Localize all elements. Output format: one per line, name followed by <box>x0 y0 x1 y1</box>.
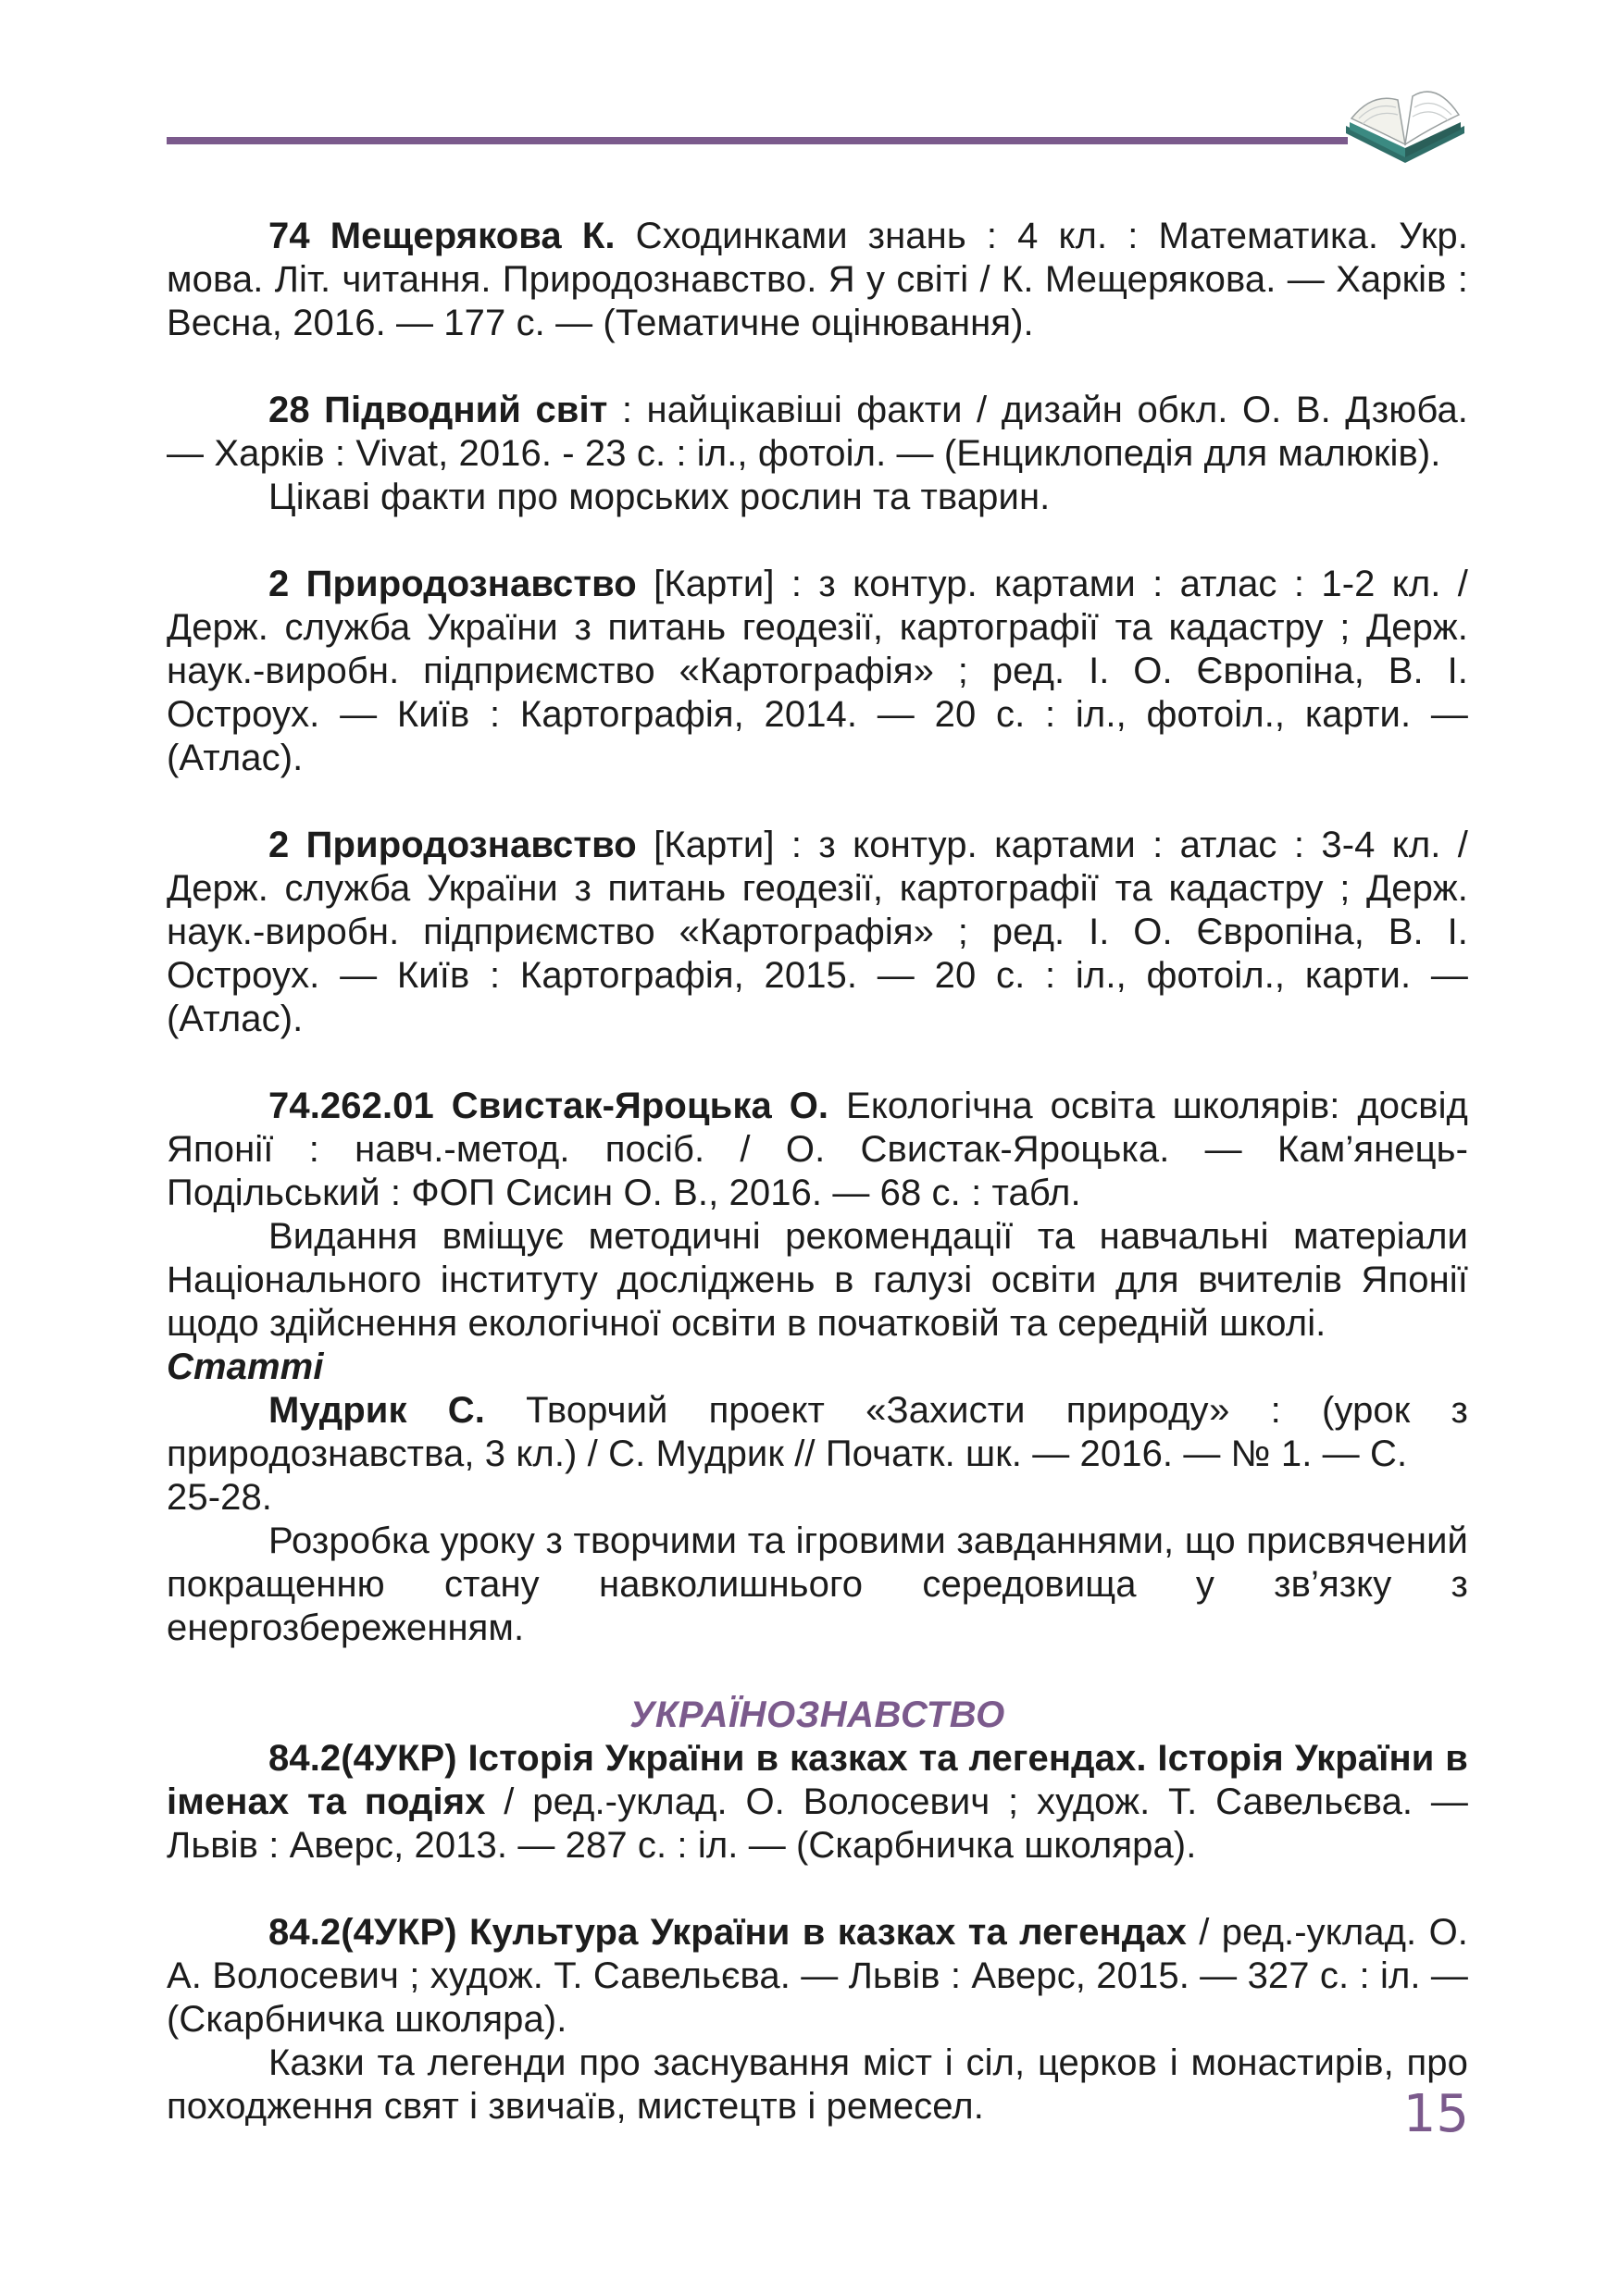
entry-annotation: Цікаві факти про морських рослин та тварин. <box>268 477 1051 517</box>
entry-heading: Мудрик С. <box>268 1390 485 1431</box>
page-content <box>167 215 1468 2172</box>
entry-text: [Карти] : з контур. картами : атлас : 1-2 кл. / Держ. служба України з питань геодезії, картографії та кадастру ; Держ. наук.-виробн. підприємство «Картографія» ; ред. І. О. Європіна, В. І. Остроух. — Київ : Картографія, 2014. — 20 с. : іл., фотоіл., карти. — (Атлас). <box>167 564 1468 778</box>
bibliography-entry <box>167 1737 1468 1868</box>
bibliography-entry <box>167 824 1468 1041</box>
entry-text: / ред.-уклад. О. Волосевич ; худож. Т. Савельєва. — Львів : Аверс, 2013. — 287 с. : іл. — (Скарбничка школяра). <box>167 1781 1468 1866</box>
entry-text: : найцікавіші факти / дизайн обкл. О. В. Дзюба. — Харків : Vivat, 2016. - 23 с. : іл., фотоіл. — (Енциклопедія для малюків). <box>167 390 1469 474</box>
entry-heading: 74 Мещерякова К. <box>268 216 616 256</box>
bibliography-entry <box>167 1085 1468 1346</box>
entry-heading: 84.2(4УКР) Історія України в казках та легендах. Історія України в іменах та подіях <box>167 1738 1468 1822</box>
entry-text: Екологічна освіта школярів: досвід Японії : навч.-метод. посіб. / О. Свистак-Яроцька. — Кам’янець-Подільський : ФОП Сисин О. В., 2016. — 68 с. : табл. <box>167 1086 1468 1213</box>
entry-heading: 2 Природознавство <box>268 564 637 604</box>
open-book-icon <box>1340 72 1470 174</box>
articles-subheading: Статті <box>167 1347 324 1387</box>
entry-heading: 28 Підводний світ <box>268 390 608 430</box>
entry-text: / ред.-уклад. О. А. Волосевич ; худож. Т. Савельєва. — Львів : Аверс, 2015. — 327 с. : іл. — (Скарбничка школяра). <box>167 1912 1468 2040</box>
entry-pages: 25-28. <box>167 1477 273 1518</box>
bibliography-entry <box>167 563 1468 780</box>
bibliography-entry <box>167 389 1468 519</box>
entry-text: Творчий проект «Захисти природу» : (урок з природознавства, 3 кл.) / С. Мудрик // Початк. шк. — 2016. — № 1. — С. <box>167 1390 1468 1474</box>
entry-heading: 74.262.01 Свистак-Яроцька О. <box>268 1086 829 1126</box>
bibliography-entry <box>167 1911 1468 2128</box>
entry-annotation: Казки та легенди про заснування міст і сіл, церков і монастирів, про походження свят і звичаїв, мистецтв і ремесел. <box>167 2042 1468 2127</box>
article-entry <box>167 1389 1468 1650</box>
entry-text: [Карти] : з контур. картами : атлас : 3-4 кл. / Держ. служба України з питань геодезії, картографії та кадастру ; Держ. наук.-виробн. підприємство «Картографія» ; ред. І. О. Європіна, В. І. Остроух. — Київ : Картографія, 2015. — 20 с. : іл., фотоіл., карти. — (Атлас). <box>167 825 1468 1039</box>
entry-heading: 84.2(4УКР) Культура України в казках та легендах <box>268 1912 1187 1953</box>
entry-annotation: Розробка уроку з творчими та ігровими завданнями, що присвячений покращенню стану навколишнього середовища у зв’язку з енергозбереженням. <box>167 1520 1468 1648</box>
entry-annotation: Видання вміщує методичні рекомендації та навчальні матеріали Національного інституту досліджень в галузі освіти для вчителів Японії щодо здійснення екологічної освіти в початковій та середній школі. <box>167 1216 1468 1344</box>
section-heading: УКРАЇНОЗНАВСТВО <box>629 1694 1005 1735</box>
entry-text: Сходинками знань : 4 кл. : Математика. Укр. мова. Літ. читання. Природознавство. Я у світі / К. Мещерякова. — Харків : Весна, 2016. — 177 с. — (Тематичне оцінювання). <box>167 216 1468 343</box>
entry-heading: 2 Природознавство <box>268 825 637 865</box>
page-number: 15 <box>1402 2084 1469 2144</box>
bibliography-entry <box>167 215 1468 345</box>
header-rule <box>167 137 1348 144</box>
